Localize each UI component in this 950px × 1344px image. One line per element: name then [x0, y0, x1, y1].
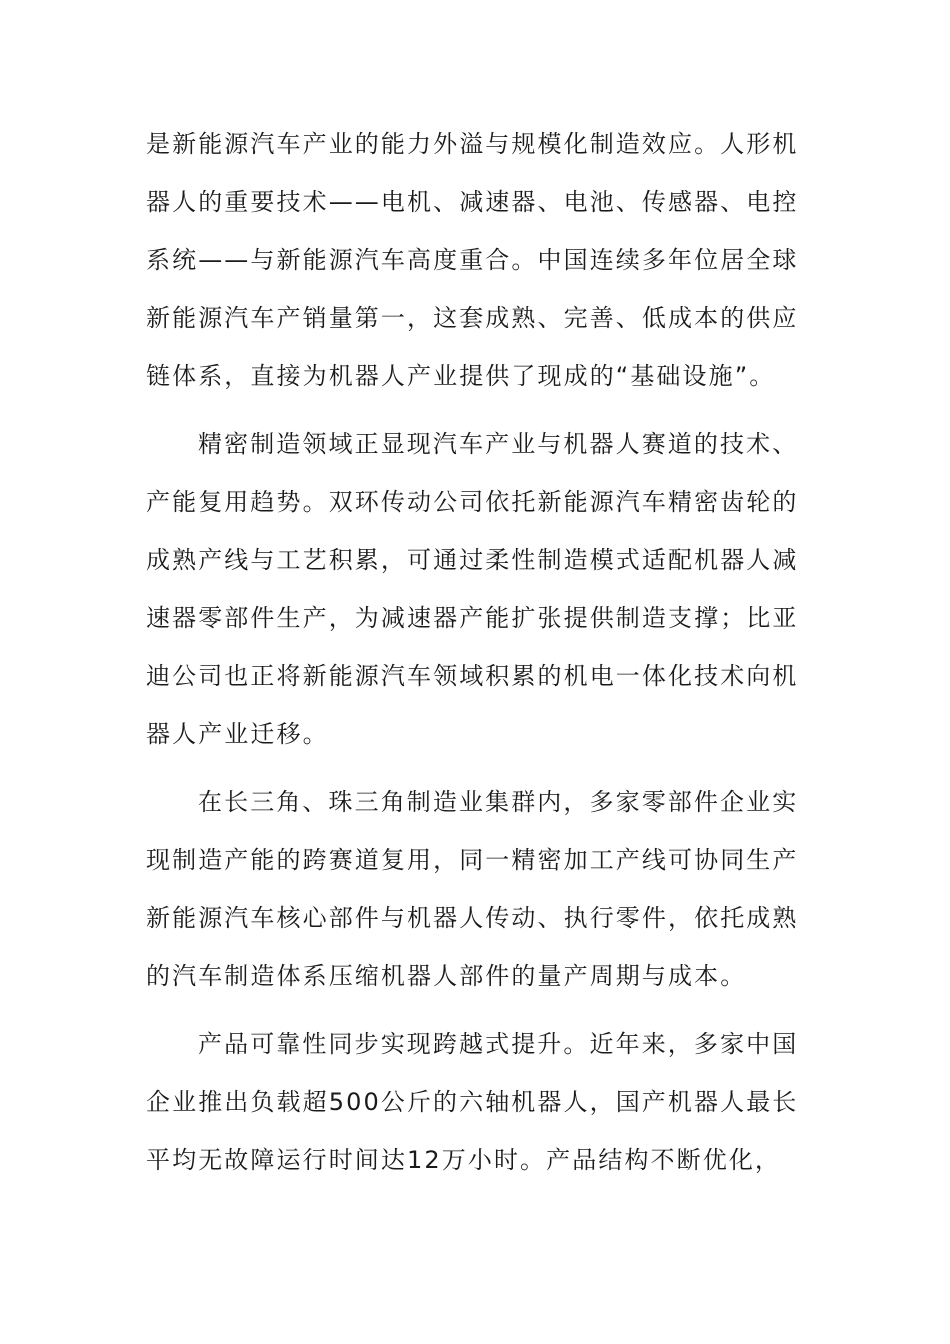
text-line: 精密制造领域正显现汽车产业与机器人赛道的技术、	[198, 430, 799, 458]
text-line: 是新能源汽车产业的能力外溢与规模化制造效应。人形机	[146, 130, 799, 158]
text-line: 新能源汽车核心部件与机器人传动、执行零件，依托成熟	[146, 904, 799, 932]
text-line: 的汽车制造体系压缩机器人部件的量产周期与成本。	[146, 962, 747, 990]
text-line: 成熟产线与工艺积累，可通过柔性制造模式适配机器人减	[146, 546, 799, 574]
text-line: 企业推出负载超500公斤的六轴机器人，国产机器人最长	[146, 1088, 799, 1116]
text-line: 平均无故障运行时间达12万小时。产品结构不断优化，	[146, 1146, 782, 1174]
text-line: 产品可靠性同步实现跨越式提升。近年来，多家中国	[198, 1030, 799, 1058]
text-line: 器人的重要技术——电机、减速器、电池、传感器、电控	[146, 188, 799, 216]
text-line: 器人产业迁移。	[146, 720, 329, 748]
text-line: 链体系，直接为机器人产业提供了现成的“基础设施”。	[146, 362, 776, 390]
text-line: 产能复用趋势。双环传动公司依托新能源汽车精密齿轮的	[146, 488, 799, 516]
text-line: 现制造产能的跨赛道复用，同一精密加工产线可协同生产	[146, 846, 799, 874]
text-line: 系统——与新能源汽车高度重合。中国连续多年位居全球	[146, 246, 799, 274]
text-line: 新能源汽车产销量第一，这套成熟、完善、低成本的供应	[146, 304, 799, 332]
text-line: 在长三角、珠三角制造业集群内，多家零部件企业实	[198, 788, 799, 816]
text-line: 速器零部件生产，为减速器产能扩张提供制造支撑；比亚	[146, 604, 799, 632]
text-line: 迪公司也正将新能源汽车领域积累的机电一体化技术向机	[146, 662, 799, 690]
